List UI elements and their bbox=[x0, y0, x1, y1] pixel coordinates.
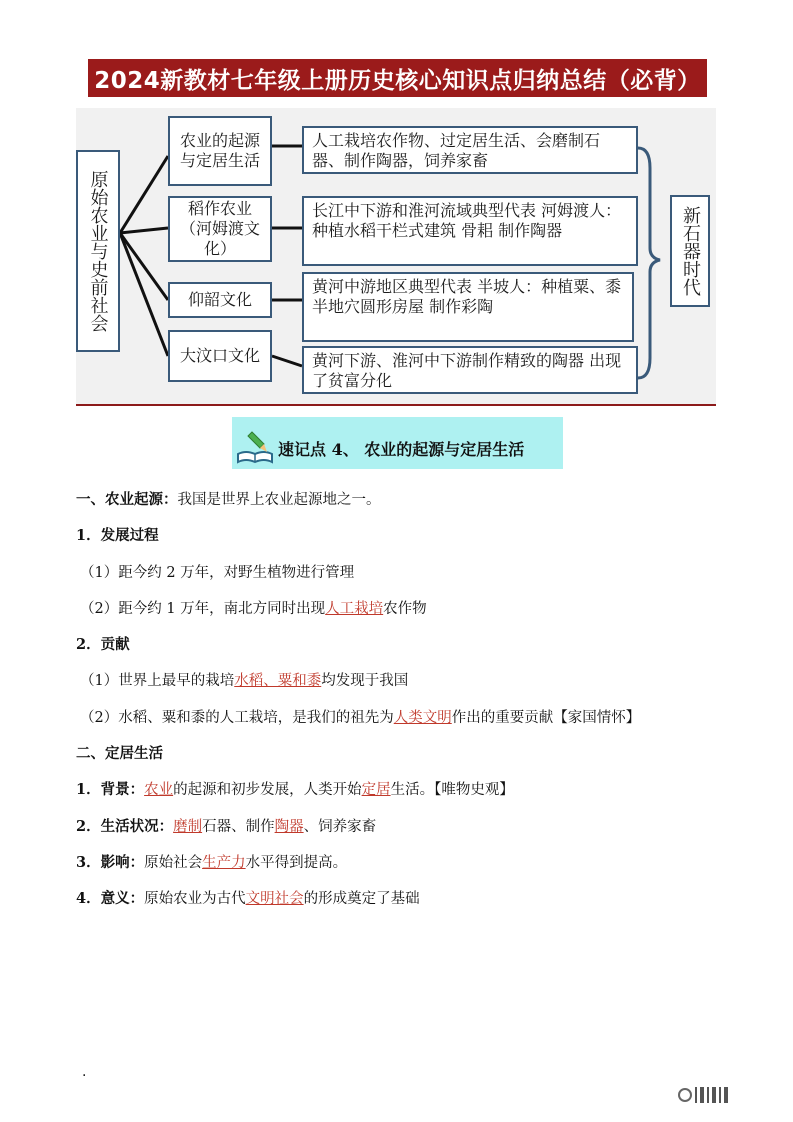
content-line bbox=[76, 525, 736, 561]
content-line bbox=[76, 888, 736, 924]
line-text: 水平得到提高。 bbox=[245, 854, 348, 871]
watermark-bar-icon bbox=[712, 1087, 716, 1103]
line-label: 3．影响： bbox=[76, 853, 145, 871]
concept-diagram bbox=[76, 108, 716, 406]
line-label: 1．发展过程 bbox=[76, 527, 159, 545]
content-line bbox=[76, 598, 736, 634]
section-heading-text: 速记点 4、 农业的起源与定居生活 bbox=[278, 439, 525, 459]
content-line bbox=[76, 779, 736, 815]
key-term: 水稻、粟和黍 bbox=[234, 673, 322, 690]
key-term: 文明社会 bbox=[245, 891, 304, 908]
line-text: （1）世界上最早的栽培 bbox=[80, 673, 235, 690]
root-topic-box: 原始农业与史前社会 bbox=[76, 150, 120, 352]
key-term: 生产力 bbox=[202, 854, 246, 871]
content-line bbox=[76, 852, 736, 888]
content-line bbox=[76, 743, 736, 779]
content-line bbox=[76, 489, 736, 525]
detail-box-dawenkou: 黄河下游、淮河中下游制作精致的陶器 出现了贫富分化 bbox=[302, 346, 638, 394]
topic-box-dawenkou: 大汶口文化 bbox=[168, 330, 272, 382]
line-text: 均发现于我国 bbox=[321, 673, 409, 690]
content-line bbox=[76, 670, 736, 706]
line-label: 一、农业起源： bbox=[76, 491, 178, 508]
line-text: 我国是世界上农业起源地之一。 bbox=[177, 492, 381, 508]
key-term: 磨制 bbox=[173, 818, 203, 835]
line-text: 作出的重要贡献【家国情怀】 bbox=[451, 709, 641, 726]
watermark-bar-icon bbox=[707, 1087, 709, 1103]
line-text: 农作物 bbox=[383, 600, 427, 617]
footer-dot: . bbox=[82, 1064, 87, 1080]
line-text: 、饲养家畜 bbox=[303, 818, 377, 835]
content-line bbox=[76, 816, 736, 852]
line-text: 原始社会 bbox=[144, 854, 203, 871]
content-line bbox=[76, 562, 736, 598]
watermark-bar-icon bbox=[695, 1087, 697, 1103]
era-box: 新石器时代 bbox=[670, 195, 710, 307]
watermark-logo bbox=[678, 1084, 778, 1106]
key-term: 人类文明 bbox=[393, 709, 452, 726]
key-term: 陶器 bbox=[274, 818, 304, 835]
knowledge-content bbox=[76, 489, 736, 925]
content-line bbox=[76, 707, 736, 743]
page-title: 2024新教材七年级上册历史核心知识点归纳总结（必背） bbox=[88, 59, 707, 97]
key-term: 人工栽培 bbox=[325, 600, 384, 617]
line-label: 二、定居生活 bbox=[76, 745, 163, 763]
line-text: 原始农业为古代 bbox=[144, 891, 246, 908]
book-pencil-icon bbox=[234, 424, 276, 466]
line-text: 的起源和初步发展，人类开始 bbox=[173, 782, 362, 799]
line-text: （2）距今约 1 万年，南北方同时出现 bbox=[80, 600, 326, 617]
line-label: 2．生活状况： bbox=[76, 817, 174, 835]
line-label: 1．背景： bbox=[76, 781, 145, 799]
line-text: 的形成奠定了基础 bbox=[303, 891, 420, 908]
line-label: 2．贡献 bbox=[76, 636, 130, 654]
watermark-bar-icon bbox=[724, 1087, 728, 1103]
line-text: （2）水稻、粟和黍的人工栽培，是我们的祖先为 bbox=[80, 709, 394, 726]
topic-box-rice-farming: 稻作农业（河姆渡文化） bbox=[168, 196, 272, 262]
line-label: 4．意义： bbox=[76, 890, 145, 908]
section-heading-banner bbox=[232, 417, 563, 469]
detail-box-rice-farming: 长江中下游和淮河流域典型代表 河姆渡人：种植水稻干栏式建筑 骨耜 制作陶器 bbox=[302, 196, 638, 266]
line-text: 石器、制作 bbox=[202, 818, 275, 835]
watermark-bar-icon bbox=[700, 1087, 704, 1103]
detail-box-agriculture-origin: 人工栽培农作物、过定居生活、会磨制石器、制作陶器，饲养家畜 bbox=[302, 126, 638, 174]
line-text: （1）距今约 2 万年，对野生植物进行管理 bbox=[80, 564, 355, 581]
watermark-bar-icon bbox=[719, 1087, 721, 1103]
topic-box-agriculture-origin: 农业的起源与定居生活 bbox=[168, 116, 272, 186]
watermark-circle-icon bbox=[678, 1088, 692, 1102]
key-term: 定居 bbox=[361, 782, 391, 799]
detail-box-yangshao: 黄河中游地区典型代表 半坡人：种植粟、黍半地穴圆形房屋 制作彩陶 bbox=[302, 272, 634, 342]
key-term: 农业 bbox=[144, 782, 174, 799]
line-text: 生活。【唯物史观】 bbox=[390, 782, 514, 799]
content-line bbox=[76, 634, 736, 670]
topic-box-yangshao: 仰韶文化 bbox=[168, 282, 272, 318]
